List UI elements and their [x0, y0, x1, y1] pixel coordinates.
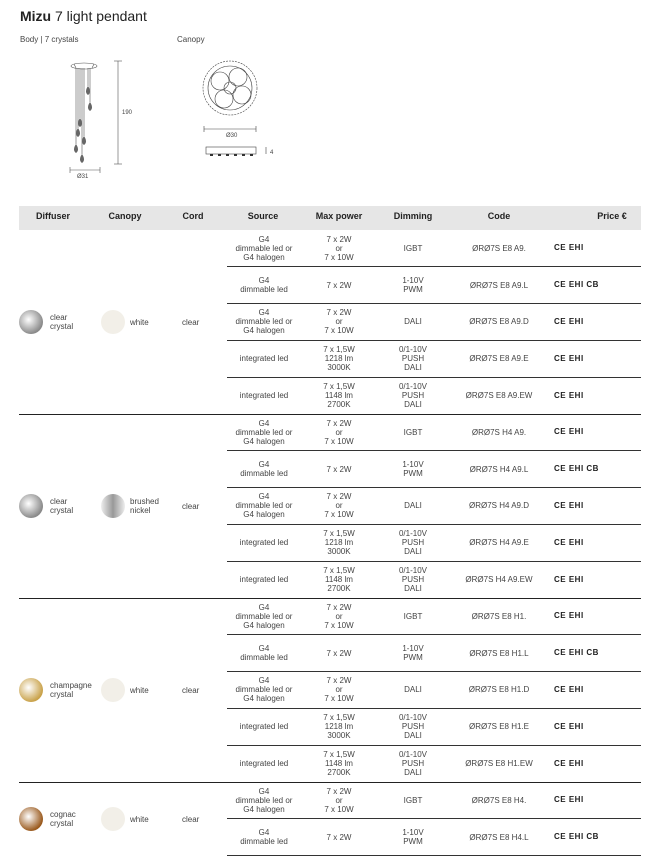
cert-icon: CE EHI — [554, 427, 584, 437]
diffuser-label: champagne crystal — [50, 681, 92, 699]
code-cell: ØRØ7S E8 H1.L — [469, 648, 529, 658]
header-code: Code — [487, 211, 511, 221]
source-cell: G4 dimmable led — [240, 276, 288, 295]
source-cell: integrated led — [239, 575, 289, 585]
source-cell: G4 dimmable led — [240, 644, 288, 663]
source-cell: G4 dimmable led or G4 halogen — [235, 418, 293, 446]
diffuser-swatch — [19, 807, 43, 831]
power-cell: 7 x 2W or 7 x 10W — [324, 786, 354, 814]
power-cell: 7 x 2W — [326, 648, 352, 658]
canopy-label: white — [130, 814, 149, 824]
diffuser-label: cognac crystal — [50, 809, 76, 828]
source-cell: integrated led — [239, 759, 289, 769]
code-cell: ØRØ7S E8 H4.L — [469, 832, 529, 842]
cert-icon: CE EHI — [554, 685, 584, 694]
dimming-cell: 1-10V PWM — [402, 276, 424, 295]
dimming-cell: IGBT — [403, 427, 423, 437]
power-cell: 7 x 2W — [326, 464, 352, 474]
code-cell: ØRØ7S H4 A9.L — [469, 464, 529, 474]
power-cell: 7 x 2W — [326, 832, 352, 842]
header-price: Price € — [597, 211, 627, 221]
power-cell: 7 x 2W or 7 x 10W — [324, 308, 354, 336]
power-cell: 7 x 2W or 7 x 10W — [324, 676, 354, 704]
canopy-height-dim: 4 — [270, 150, 274, 156]
power-cell: 7 x 2W — [326, 280, 352, 290]
code-cell: ØRØ7S E8 H1.E — [468, 722, 530, 732]
source-cell: integrated led — [239, 391, 289, 401]
dimming-cell: 0/1-10V PUSH DALI — [398, 750, 428, 778]
code-cell: ØRØ7S E8 A9.E — [469, 354, 529, 364]
dimming-cell: 0/1-10V PUSH DALI — [398, 713, 428, 741]
cert-icon: CE EHI — [554, 353, 584, 363]
dimming-cell: IGBT — [403, 611, 423, 621]
source-cell: integrated led — [239, 538, 289, 548]
cert-icon: CE EHI — [554, 758, 584, 768]
diffuser-swatch — [19, 494, 43, 518]
body-height-dim: 190 — [122, 110, 133, 116]
cert-icon: CE EHI — [554, 243, 584, 253]
code-cell: ØRØ7S E8 A9. — [472, 243, 526, 253]
source-cell: G4 dimmable led or G4 halogen — [235, 676, 293, 704]
dimming-cell: IGBT — [403, 795, 423, 805]
cert-icon: CE EHI — [554, 611, 584, 621]
source-cell: G4 dimmable led or G4 halogen — [235, 602, 293, 630]
header-diffuser: Diffuser — [35, 211, 70, 221]
code-cell: ØRØ7S H4 A9. — [471, 427, 527, 437]
diffuser-swatch — [19, 310, 43, 334]
diffuser-swatch — [19, 678, 43, 702]
cert-icon: CE EHI — [554, 390, 584, 400]
dimming-cell: 1-10V PWM — [402, 828, 424, 847]
code-cell: ØRØ7S H4 A9.EW — [465, 575, 533, 585]
cert-icon: CE EHI — [554, 537, 584, 547]
cert-icon: CE EHI CB — [554, 464, 599, 474]
power-cell: 7 x 1,5W 1148 lm 2700K — [323, 566, 355, 594]
cert-icon: CE EHI — [554, 574, 584, 584]
dimming-cell: 0/1-10V PUSH DALI — [398, 566, 428, 594]
source-cell: G4 dimmable led or G4 halogen — [235, 308, 293, 336]
power-cell: 7 x 1,5W 1148 lm 2700K — [323, 750, 355, 778]
dimming-cell: 0/1-10V PUSH DALI — [398, 529, 428, 557]
header-max-power: Max power — [315, 211, 363, 221]
code-cell: ØRØ7S E8 H1.EW — [465, 759, 533, 769]
dimming-cell: 0/1-10V PUSH DALI — [398, 382, 428, 410]
code-cell: ØRØ7S E8 H1.D — [468, 685, 530, 695]
power-cell: 7 x 2W or 7 x 10W — [324, 602, 354, 630]
code-cell: ØRØ7S E8 A9.EW — [465, 391, 533, 401]
code-cell: ØRØ7S E8 A9.L — [469, 280, 529, 290]
power-cell: 7 x 2W or 7 x 10W — [324, 234, 354, 262]
cord-label: clear — [182, 318, 200, 327]
dimming-cell: DALI — [404, 685, 422, 695]
cord-label: clear — [182, 686, 200, 695]
canopy-label: white — [130, 686, 149, 695]
canopy-swatch — [101, 310, 125, 334]
power-cell: 7 x 1,5W 1218 lm 3000K — [323, 529, 355, 557]
canopy-diameter-dim: Ø30 — [226, 133, 238, 139]
code-cell: ØRØ7S E8 H4. — [471, 795, 527, 805]
source-cell: G4 dimmable led or G4 halogen — [235, 234, 293, 262]
source-cell: integrated led — [239, 722, 289, 732]
dimming-cell: 0/1-10V PUSH DALI — [398, 345, 428, 373]
body-diameter-dim: Ø31 — [77, 174, 89, 180]
header-dimming: Dimming — [393, 211, 433, 221]
header-canopy: Canopy — [108, 211, 142, 221]
code-cell: ØRØ7S E8 H1. — [471, 611, 527, 621]
page-title: Mizu 7 light pendant — [20, 8, 147, 24]
diffuser-label: clear crystal — [50, 497, 74, 515]
dimming-cell: DALI — [404, 501, 422, 511]
cert-icon: CE EHI CB — [554, 280, 599, 290]
header-source: Source — [247, 211, 279, 221]
power-cell: 7 x 1,5W 1148 lm 2700K — [323, 382, 355, 410]
cert-icon: CE EHI — [554, 721, 584, 731]
header-cord: Cord — [182, 211, 204, 221]
pendant-drawing — [62, 58, 142, 183]
dimming-cell: 1-10V PWM — [402, 644, 424, 663]
cert-icon: CE EHI — [554, 317, 584, 326]
dimming-cell: DALI — [404, 317, 422, 327]
canopy-swatch — [101, 678, 125, 702]
cert-icon: CE EHI CB — [554, 648, 599, 658]
source-cell: G4 dimmable led or G4 halogen — [235, 492, 293, 520]
dimming-cell: 1-10V PWM — [402, 460, 424, 479]
dimming-cell: IGBT — [403, 243, 423, 253]
code-cell: ØRØ7S E8 A9.D — [469, 317, 529, 327]
cert-icon: CE EHI CB — [554, 832, 599, 842]
power-cell: 7 x 2W or 7 x 10W — [324, 492, 354, 520]
canopy-label: Canopy — [177, 35, 205, 44]
diffuser-label: clear crystal — [50, 313, 74, 331]
power-cell: 7 x 1,5W 1218 lm 3000K — [323, 345, 355, 373]
table-header — [19, 206, 641, 230]
code-cell: ØRØ7S H4 A9.D — [468, 501, 530, 511]
canopy-label: white — [130, 318, 149, 327]
canopy-swatch — [101, 807, 125, 831]
cert-icon: CE EHI — [554, 501, 584, 510]
canopy-drawing — [198, 55, 278, 167]
cord-label: clear — [182, 502, 200, 511]
canopy-swatch — [101, 494, 125, 518]
cord-label: clear — [182, 814, 200, 824]
code-cell: ØRØ7S H4 A9.E — [469, 538, 529, 548]
source-cell: G4 dimmable led or G4 halogen — [235, 786, 293, 814]
body-label: Body | 7 crystals — [20, 35, 79, 44]
power-cell: 7 x 1,5W 1218 lm 3000K — [323, 713, 355, 741]
source-cell: integrated led — [239, 354, 289, 364]
canopy-label: brushed nickel — [130, 497, 159, 515]
source-cell: G4 dimmable led — [240, 460, 288, 479]
power-cell: 7 x 2W or 7 x 10W — [324, 418, 354, 446]
cert-icon: CE EHI — [554, 795, 584, 805]
source-cell: G4 dimmable led — [240, 828, 288, 847]
